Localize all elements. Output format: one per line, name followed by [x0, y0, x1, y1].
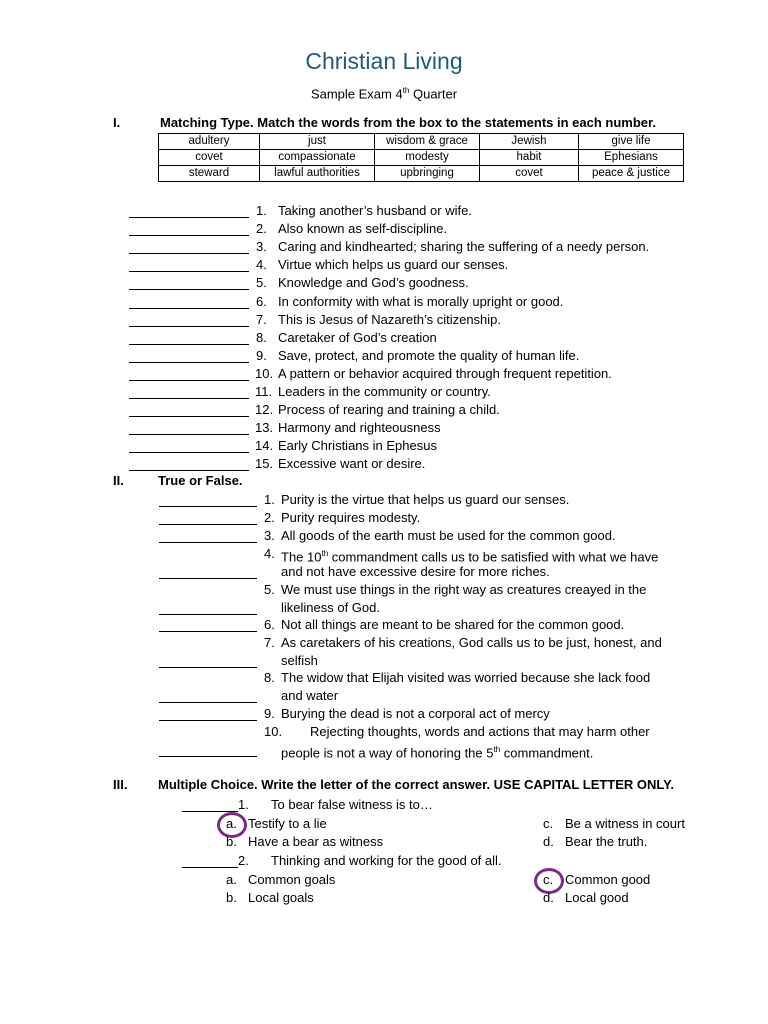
- answer-blank[interactable]: [129, 434, 249, 435]
- item-number: 4.: [264, 546, 275, 561]
- word-box-row: [159, 166, 684, 182]
- option-letter-d: d.: [543, 890, 554, 905]
- option-letter-c: c.: [543, 816, 554, 831]
- item-number: 9.: [256, 347, 267, 363]
- item-number: 4.: [256, 257, 267, 273]
- item-text: Also known as self-discipline.: [278, 221, 448, 237]
- item-text: We must use things in the right way as creatures creayed in the: [281, 582, 647, 597]
- answer-blank[interactable]: [159, 702, 257, 703]
- item-number: 7.: [256, 311, 267, 327]
- answer-blank[interactable]: [129, 470, 249, 471]
- answer-blank[interactable]: [129, 308, 249, 309]
- word-box-cell: peace & justice: [579, 166, 684, 182]
- answer-blank[interactable]: [159, 720, 257, 721]
- item-number: 6.: [256, 293, 267, 309]
- item-text-continued: selfish: [281, 653, 318, 668]
- option-a[interactable]: Testify to a lie: [248, 816, 327, 831]
- word-box-cell: just: [260, 134, 375, 150]
- item-text-part: commandment calls us to be satisfied with what we have: [328, 549, 659, 565]
- option-a[interactable]: Common goals: [248, 872, 336, 887]
- item-text: Taking another’s husband or wife.: [278, 203, 472, 218]
- answer-blank[interactable]: [182, 867, 238, 868]
- answer-blank[interactable]: [129, 398, 249, 399]
- word-box: [158, 133, 684, 182]
- answer-blank[interactable]: [159, 578, 257, 579]
- item-text: The widow that Elijah visited was worried because she lack food: [281, 670, 651, 685]
- item-text: A pattern or behavior acquired through frequent repetition.: [278, 365, 612, 381]
- question-number: 1.: [238, 797, 249, 812]
- option-c[interactable]: Common good: [565, 872, 651, 887]
- word-box-cell: covet: [159, 150, 260, 166]
- question-number: 2.: [238, 853, 249, 868]
- word-box-cell: lawful authorities: [260, 166, 375, 182]
- item-text: Burying the dead is not a corporal act of mercy: [281, 706, 550, 721]
- answer-blank[interactable]: [159, 542, 257, 543]
- option-letter-a: a.: [226, 872, 237, 887]
- option-d[interactable]: Bear the truth.: [565, 834, 648, 849]
- item-text: Save, protect, and promote the quality of human life.: [278, 347, 580, 363]
- answer-blank[interactable]: [159, 614, 257, 615]
- item-text: Caretaker of God’s creation: [278, 329, 437, 345]
- word-box-cell: Ephesians: [579, 150, 684, 166]
- item-number: 15.: [255, 456, 274, 472]
- word-box-cell: compassionate: [260, 150, 375, 166]
- answer-blank[interactable]: [129, 271, 249, 272]
- item-text-part: commandment.: [500, 745, 594, 761]
- item-text-continued: likeliness of God.: [281, 600, 380, 615]
- item-text-continued: [281, 742, 593, 761]
- item-text: Process of rearing and training a child.: [278, 402, 500, 418]
- section-1-number: I.: [113, 115, 121, 130]
- item-number: 7.: [264, 635, 275, 650]
- item-number: 14.: [255, 438, 274, 454]
- question-text: To bear false witness is to…: [271, 797, 433, 812]
- item-text-part: people is not a way of honoring the 5: [281, 745, 494, 761]
- item-text-part: The 10: [281, 549, 322, 565]
- superscript: th: [493, 745, 501, 754]
- item-number: 9.: [264, 706, 275, 721]
- item-text: Virtue which helps us guard our senses.: [278, 257, 509, 273]
- item-text: Purity is the virtue that helps us guard our senses.: [281, 492, 570, 507]
- item-text: Leaders in the community or country.: [278, 384, 491, 399]
- option-letter-c: c.: [543, 872, 554, 887]
- superscript: th: [321, 549, 329, 558]
- word-box-row: [159, 150, 684, 166]
- item-text: Early Christians in Ephesus: [278, 438, 437, 454]
- item-text: Not all things are meant to be shared for the common good.: [281, 617, 625, 632]
- item-text: In conformity with what is morally upright or good.: [278, 293, 564, 309]
- item-number: 8.: [264, 670, 275, 685]
- option-letter-d: d.: [543, 834, 554, 849]
- item-number: 10.: [255, 365, 274, 381]
- item-number: 3.: [264, 528, 275, 543]
- section-1-title: Matching Type. Match the words from the box to the statements in each number.: [160, 115, 656, 130]
- answer-blank[interactable]: [159, 756, 257, 757]
- answer-blank[interactable]: [129, 452, 249, 453]
- word-box-cell: modesty: [375, 150, 480, 166]
- option-letter-b: b.: [226, 890, 237, 905]
- answer-blank[interactable]: [159, 524, 257, 525]
- item-number: 11.: [255, 384, 273, 399]
- option-letter-a: a.: [226, 816, 237, 831]
- word-box-cell: steward: [159, 166, 260, 182]
- answer-blank[interactable]: [129, 217, 249, 218]
- item-number: 10.: [264, 724, 283, 739]
- answer-blank[interactable]: [129, 380, 249, 381]
- item-text: All goods of the earth must be used for the common good.: [281, 528, 616, 543]
- answer-blank[interactable]: [159, 506, 257, 507]
- answer-blank[interactable]: [129, 253, 249, 254]
- item-number: 5.: [256, 275, 267, 291]
- word-box-cell: Jewish: [480, 134, 579, 150]
- item-text: This is Jesus of Nazareth’s citizenship.: [278, 311, 502, 327]
- word-box-cell: adultery: [159, 134, 260, 150]
- word-box-cell: wisdom & grace: [375, 134, 480, 150]
- answer-blank[interactable]: [129, 289, 249, 290]
- item-number: 5.: [264, 582, 275, 597]
- item-number: 6.: [264, 617, 275, 632]
- option-c[interactable]: Be a witness in court: [565, 816, 685, 831]
- item-text: Rejecting thoughts, words and actions that may harm other: [310, 724, 650, 739]
- item-number: 1.: [256, 203, 267, 218]
- item-number: 8.: [256, 329, 267, 345]
- word-box-cell: give life: [579, 134, 684, 150]
- item-number: 2.: [256, 221, 267, 237]
- word-box-cell: covet: [480, 166, 579, 182]
- answer-blank[interactable]: [159, 667, 257, 668]
- option-b[interactable]: Local goals: [248, 890, 314, 905]
- item-text: As caretakers of his creations, God calls us to be just, honest, and: [281, 635, 662, 650]
- word-box-row: [159, 134, 684, 150]
- item-text: Knowledge and God’s goodness.: [278, 275, 469, 291]
- option-d[interactable]: Local good: [565, 890, 629, 905]
- item-number: 12.: [255, 402, 274, 418]
- item-text-continued: and water: [281, 688, 339, 703]
- section-3-number: III.: [113, 777, 128, 792]
- item-number: 13.: [255, 420, 274, 436]
- item-number: 3.: [256, 239, 267, 255]
- item-text: [281, 546, 658, 565]
- answer-blank[interactable]: [129, 235, 249, 236]
- item-text: Purity requires modesty.: [281, 510, 421, 525]
- word-box-cell: upbringing: [375, 166, 480, 182]
- word-box-cell: habit: [480, 150, 579, 166]
- section-2-number: II.: [113, 473, 124, 488]
- answer-blank[interactable]: [129, 344, 249, 345]
- item-text: Caring and kindhearted; sharing the suffering of a needy person.: [278, 239, 650, 255]
- section-2-title: True or False.: [158, 473, 243, 488]
- item-text-continued: and not have excessive desire for more riches.: [281, 564, 550, 579]
- item-text: Harmony and righteousness: [278, 420, 441, 436]
- answer-blank[interactable]: [129, 326, 249, 327]
- item-number: 2.: [264, 510, 275, 525]
- section-3-title: Multiple Choice. Write the letter of the correct answer. USE CAPITAL LETTER ONLY.: [158, 777, 675, 792]
- page-title: Christian Living: [305, 48, 463, 74]
- option-letter-b: b.: [226, 834, 237, 849]
- item-text: Excessive want or desire.: [278, 456, 426, 472]
- answer-blank[interactable]: [129, 362, 249, 363]
- answer-blank[interactable]: [129, 416, 249, 417]
- item-number: 1.: [264, 492, 275, 507]
- answer-blank[interactable]: [159, 631, 257, 632]
- question-text: Thinking and working for the good of all.: [271, 853, 502, 868]
- option-b[interactable]: Have a bear as witness: [248, 834, 384, 849]
- page-subtitle: Sample Exam 4th Quarter: [310, 86, 458, 102]
